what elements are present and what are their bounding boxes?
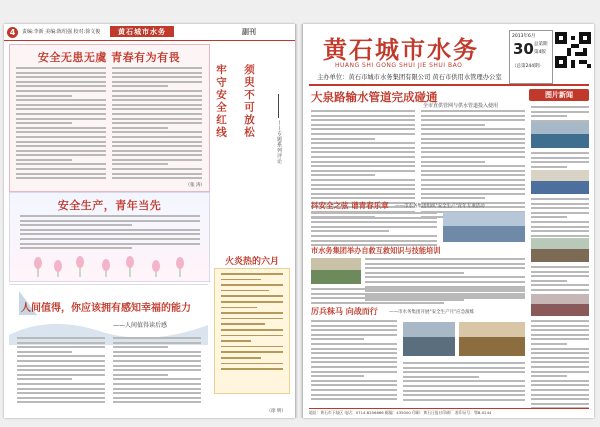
story-headline: 抖安全之弦 谱青春乐章	[311, 201, 389, 210]
boat-illustration	[9, 285, 208, 345]
poem-line: 须臾不可放松	[243, 64, 255, 139]
article-subtitle: ——人间值得读后感	[113, 322, 168, 329]
series-label: ——专题系列评论	[276, 120, 282, 164]
poem-box	[214, 268, 290, 394]
article-safety-youth	[9, 44, 210, 192]
article-body-column	[17, 337, 105, 406]
news-photo	[531, 122, 589, 148]
article-title: 人间值得，你应该拥有感知幸福的能力	[21, 303, 191, 314]
section-label: 副刊	[242, 28, 256, 36]
vertical-poem	[214, 64, 236, 244]
page-footer: 地址：黄石市下陆区 电话：0714-6256666 邮编：435000 印刷：黄石日报社印刷厂 准印证号：鄂B-0244	[309, 408, 589, 417]
page-label: 第4版	[534, 50, 546, 55]
story-subheadline: ——市水务集团组织"安全生产"青年专项活动	[395, 204, 485, 209]
photo-news-text	[531, 320, 589, 412]
editor-credits: 责编:李新 美编:陈绍强 校对:徐文俊	[22, 29, 101, 35]
sponsor-line: 主办单位：黄石市城市水务集团有限公司 黄石市供用水管理办公室	[317, 74, 502, 81]
news-photo	[459, 322, 525, 356]
issue-period-label: 总第期	[534, 42, 548, 47]
article-june	[212, 254, 292, 414]
story-headline: 厉兵秣马 向战而行	[311, 307, 378, 316]
photo-news-header: 图片新闻	[529, 89, 589, 101]
news-photo	[311, 258, 361, 284]
article-body	[20, 215, 200, 252]
issue-date: 2013年6月	[512, 34, 536, 39]
article-book-review	[9, 284, 208, 415]
story-headline: 市水务集团举办自救互救知识与技能培训	[311, 246, 441, 255]
story-body	[403, 362, 525, 403]
issue-number: 30	[513, 40, 534, 58]
news-photo	[531, 238, 589, 262]
article-title: 安全生产，青年当先	[57, 199, 162, 212]
news-photo	[443, 212, 525, 242]
divider	[278, 94, 279, 118]
article-safety-production	[9, 192, 210, 282]
article-title: 火炎热的六月	[224, 257, 279, 267]
tulip-decoration	[18, 255, 201, 277]
article-byline: （张 涛）	[185, 183, 205, 188]
page-gutter	[295, 24, 303, 418]
right-page	[303, 24, 594, 418]
vertical-poem	[242, 64, 264, 244]
article-byline: （徐 明）	[266, 409, 286, 414]
page-number: 4	[7, 27, 18, 38]
news-photo	[531, 170, 589, 194]
newspaper-masthead: 黄石城市水务	[323, 35, 479, 64]
left-page	[4, 24, 295, 418]
article-body-column	[16, 67, 106, 182]
poem-line: 牢守安全红线	[215, 64, 227, 139]
masthead-pinyin: HUANG SHI GONG SHUI JIE SHUI BAO	[335, 62, 463, 69]
article-body-column	[113, 337, 201, 406]
story-body	[311, 320, 397, 403]
story-subheadline: ——市水务集团开展"安全生产月"应急演练	[389, 310, 475, 315]
article-title: 安全无患无虞 青春有为有畏	[37, 51, 181, 64]
news-photo	[531, 294, 589, 316]
issue-info-box	[509, 30, 553, 84]
left-page-header	[4, 24, 295, 41]
story-body	[311, 212, 437, 249]
total-issue: （总第244期）	[512, 64, 544, 69]
news-photo	[403, 322, 455, 356]
masthead-rule	[309, 84, 589, 86]
article-body-column	[112, 67, 202, 182]
qr-code-icon	[555, 32, 591, 68]
header-masthead: 黄石城市水务	[110, 26, 174, 37]
lead-headline: 大泉路输水管道完成碰通	[311, 90, 438, 104]
story-body	[311, 288, 525, 306]
lead-subheadline: 全市直供管网与供水管道投入使用	[423, 103, 499, 109]
